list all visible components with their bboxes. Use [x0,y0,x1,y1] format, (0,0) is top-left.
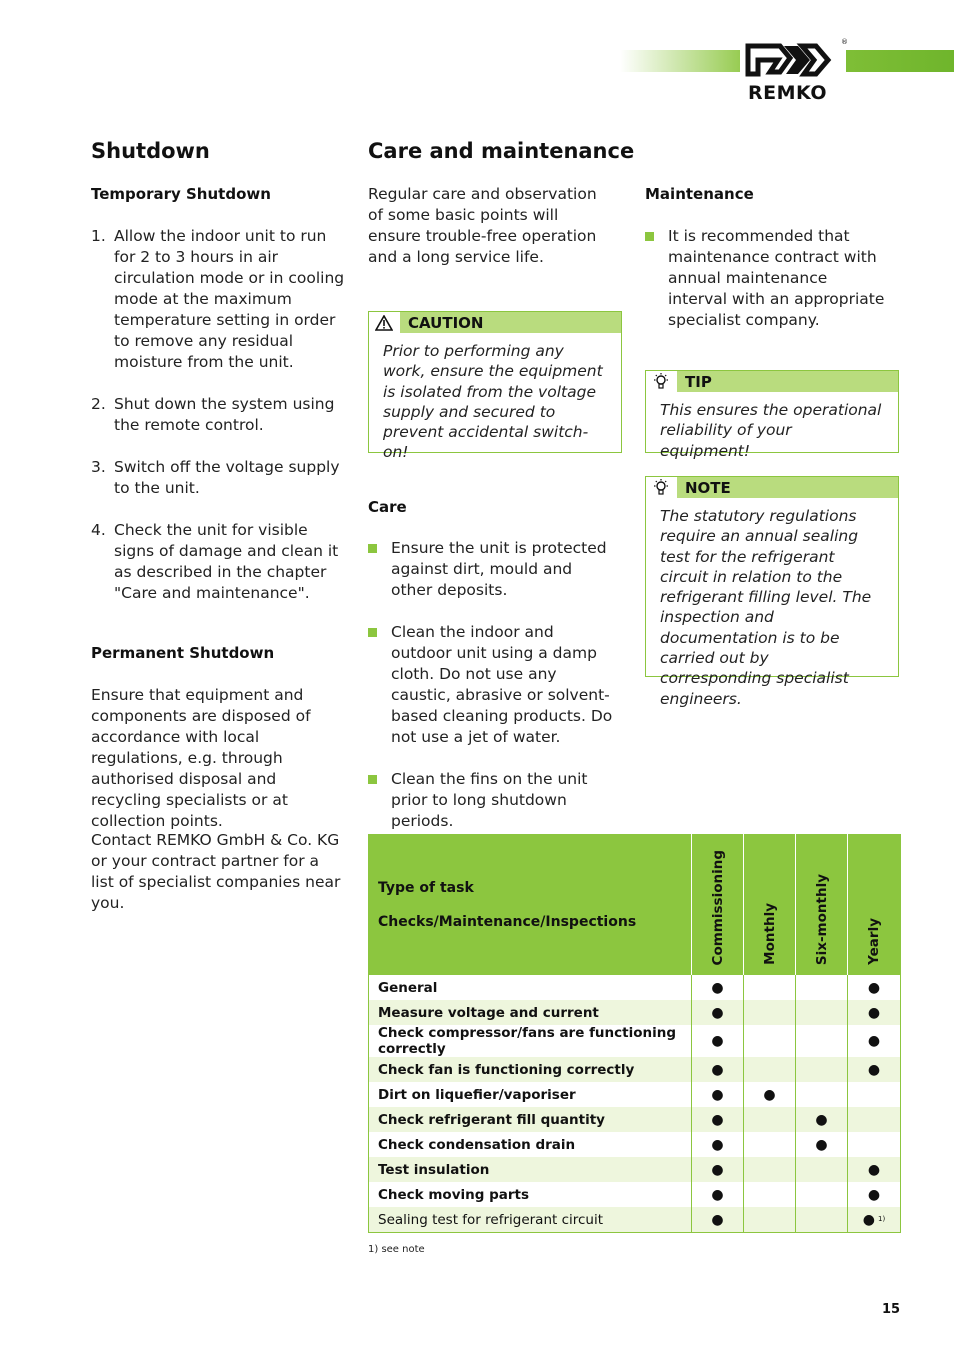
maintenance-list [645,226,890,352]
care-list [368,538,616,853]
mark-cell-monthly [744,975,796,1000]
note-header [646,477,898,498]
table-row [369,975,901,1000]
mark-cell-commissioning [692,1157,744,1182]
task-cell: Sealing test for refrigerant circuit [369,1207,692,1233]
bullet-dot-icon: ● [867,1186,881,1203]
bullet-dot-icon: ● [711,1211,724,1228]
care-intro-text: Regular care and observation of some basic points will ensure trouble-free operation and a long service life. [368,185,597,266]
remko-logo [740,40,846,102]
care-heading: Care [368,498,407,516]
task-cell: Check refrigerant fill quantity [369,1107,692,1132]
list-item: It is recommended that maintenance contract with annual maintenance interval with an appropriate specialist company. [645,226,890,331]
bullet-dot-icon: ● [711,979,724,996]
column-header-commissioning: Commissioning [692,835,744,976]
table-row [369,1057,901,1082]
maintenance-heading: Maintenance [645,185,754,203]
bullet-dot-icon: ● [711,1061,724,1078]
task-cell: Check fan is functioning correctly [369,1057,692,1082]
mark-cell-monthly [744,1157,796,1182]
bullet-dot-icon: ● [867,1004,881,1021]
page-number: 15 [882,1302,901,1317]
step-item: 4. Check the unit for visible signs of damage and clean it as described in the chapter "Care and maintenance". [91,521,339,602]
mark-cell-monthly [744,1000,796,1025]
bullet-dot-icon: ● [867,979,881,996]
mark-cell-monthly [744,1082,796,1107]
lightbulb-icon [646,477,677,498]
mark-cell-six-monthly [796,1000,848,1025]
table-row [369,1132,901,1157]
mark-cell-monthly [744,1182,796,1207]
mark-cell-yearly [848,975,901,1000]
list-item: Clean the indoor and outdoor unit using a damp cloth. Do not use any caustic, abrasive or solvent-based cleaning products. Do not use a jet of water. [368,622,616,748]
tip-box [645,370,899,460]
mark-cell-yearly [848,1025,901,1057]
mark-cell-monthly [744,1025,796,1057]
task-cell: Measure voltage and current [369,1000,692,1025]
note-box [645,476,899,708]
mark-cell-yearly [848,1107,901,1132]
table-row [369,1207,901,1233]
mark-cell-yearly [848,1157,901,1182]
mark-cell-six-monthly [796,1107,848,1132]
mark-cell-yearly [848,1000,901,1025]
bullet-dot-icon: ● [711,1111,724,1128]
caution-text: Prior to performing any work, ensure the equipment is isolated from the voltage supply and secured to prevent accidental switch-on! [383,342,603,462]
warning-triangle-icon [369,312,400,333]
mark-cell-six-monthly [796,1082,848,1107]
list-item: Ensure the unit is protected against dirt, mould and other deposits. [368,538,616,601]
lightbulb-icon [646,371,677,392]
footnote-ref: 1) [878,1214,886,1223]
maintenance-schedule-table [368,834,901,1233]
bullet-square-icon [368,775,377,784]
mark-cell-six-monthly [796,1057,848,1082]
shutdown-title: Shutdown [91,139,210,163]
caution-box [368,311,622,462]
caution-header [369,312,621,333]
list-item: Clean the fins on the unit prior to long shutdown periods. [368,769,616,832]
bullet-square-icon [368,544,377,553]
mark-cell-six-monthly [796,1157,848,1182]
mark-cell-commissioning [692,1132,744,1157]
mark-cell-yearly [848,1132,901,1157]
column-header-yearly: Yearly [848,835,901,976]
table-row [369,1025,901,1057]
table-row [369,1182,901,1207]
contact-text: Contact REMKO GmbH & Co. KG or your contract partner for a list of specialist companies near you. [91,831,341,912]
caution-label: CAUTION [408,313,484,332]
registered-mark: ® [841,38,848,46]
column-header-monthly: Monthly [744,835,796,976]
bullet-dot-icon: ● [711,1186,724,1203]
tip-text: This ensures the operational reliability of your equipment! [660,401,882,460]
mark-cell-commissioning [692,1025,744,1057]
mark-cell-monthly [744,1132,796,1157]
table-header-task [369,835,692,976]
bullet-dot-icon: ● [763,1086,776,1103]
note-label: NOTE [685,478,731,497]
mark-cell-monthly [744,1207,796,1233]
remko-logo-mark-icon [740,40,846,80]
bullet-dot-icon: ● [867,1033,881,1049]
task-cell: Check condensation drain [369,1132,692,1157]
mark-cell-commissioning [692,1082,744,1107]
mark-cell-commissioning [692,1207,744,1233]
bullet-dot-icon: ● [711,1161,724,1178]
step-item: 1. Allow the indoor unit to run for 2 to 3 hours in air circulation mode or in cooling mode at the maximum temperature setting in order to remove any residual moisture from the unit. [91,227,345,371]
table-footnote: 1) see note [368,1244,425,1255]
bullet-square-icon [368,628,377,637]
mark-cell-commissioning [692,1107,744,1132]
mark-cell-six-monthly [796,975,848,1000]
care-maintenance-title: Care and maintenance [368,139,635,163]
step-item: 2. Shut down the system using the remote control. [91,395,335,434]
mark-cell-commissioning [692,1182,744,1207]
header-checks: Checks/Maintenance/Inspections [378,914,637,930]
mark-cell-commissioning [692,1000,744,1025]
permanent-shutdown-heading: Permanent Shutdown [91,644,275,662]
tip-label: TIP [685,372,712,391]
temporary-shutdown-heading: Temporary Shutdown [91,185,271,203]
logo-wordmark: REMKO [748,82,828,104]
mark-cell-six-monthly [796,1025,848,1057]
mark-cell-commissioning [692,1057,744,1082]
bullet-square-icon [645,232,654,241]
table-row [369,1157,901,1182]
bullet-dot-icon: ● [867,1061,881,1078]
column-header-six-monthly: Six-monthly [796,835,848,976]
note-text: The statutory regulations require an annual sealing test for the refrigerant circuit in relation to the refrigerant filling level. The inspection and documentation is to be carried out by corresponding specialist engineers. [660,507,872,708]
bullet-dot-icon: ● [862,1211,876,1228]
table-row [369,1107,901,1132]
mark-cell-yearly [848,1182,901,1207]
temporary-shutdown-steps [91,226,351,625]
header-type-of-task: Type of task [378,880,474,896]
task-cell: Test insulation [369,1157,692,1182]
task-cell: Check moving parts [369,1182,692,1207]
tip-header [646,371,898,392]
table-row [369,1000,901,1025]
mark-cell-yearly [848,1207,901,1233]
mark-cell-yearly [848,1082,901,1107]
bullet-dot-icon: ● [815,1136,828,1153]
mark-cell-yearly [848,1057,901,1082]
mark-cell-commissioning [692,975,744,1000]
mark-cell-monthly [744,1107,796,1132]
table-header-row [369,835,901,976]
mark-cell-six-monthly [796,1207,848,1233]
task-cell: Check compressor/fans are functioning correctly [369,1025,692,1057]
step-item: 3. Switch off the voltage supply to the unit. [91,458,340,497]
task-cell: Dirt on liquefier/vaporiser [369,1082,692,1107]
table-row [369,1082,901,1107]
bullet-dot-icon: ● [711,1136,724,1153]
mark-cell-monthly [744,1057,796,1082]
bullet-dot-icon: ● [711,1086,724,1103]
permanent-shutdown-text: Ensure that equipment and components are disposed of accordance with local regulations, e.g. through authorised disposal and recycling specialists or at collection points. [91,686,311,830]
mark-cell-six-monthly [796,1132,848,1157]
bullet-dot-icon: ● [815,1111,828,1128]
mark-cell-six-monthly [796,1182,848,1207]
bullet-dot-icon: ● [711,1004,724,1021]
task-cell: General [369,975,692,1000]
bullet-dot-icon: ● [867,1161,881,1178]
bullet-dot-icon: ● [711,1033,724,1049]
